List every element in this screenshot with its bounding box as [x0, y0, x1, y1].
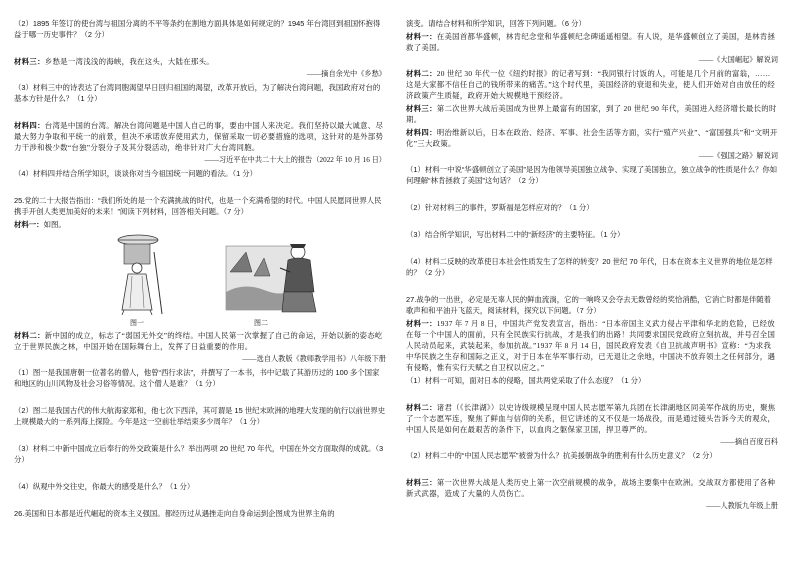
right-column	[406, 18, 778, 514]
question-25-4: （4）纵观中外交往史，你最大的感受是什么？（1 分）	[14, 482, 195, 491]
material-text: 诸君（《长津湖》）以史诗级规模呈现中国人民志愿军第九兵团在长津湖地区同美军作战的历史，聚焦了一个志愿军连，聚焦了鲜血与信仰的关系，但它讲述的又不仅是一场战役，而是通过镜头告诉今天的观众，中国人民是如何在最艰苦的条件下，以血肉之躯保家卫国，捍卫尊严的。	[406, 403, 776, 434]
question-26-2: （2）针对材料三的事件，罗斯福是怎样应对的？（1 分）	[406, 203, 594, 212]
question-27: 27.战争的一出世，必定是无辜人民的鲜血流淌，它的一响咚又会夺去无数曾经的奖恰消酷，它消亡时都是伴随着歌声和和平油升飞蓝天，阅读材料，探究以下问题。（7 分）	[406, 295, 772, 315]
material-label: 材料二：	[406, 69, 437, 78]
material-text: 20 世纪 30 年代一位《纽约时报》的记者写到：“我同银行讨饭的人，可能是几个月前的富翁，……这是大家都不信任自己的钱所带来的痛苦。”这个时代里，美国经济的衰退和失业，使人们开始对自由放任的经济政策产生质疑，政府开始大规模地干预经济。	[406, 69, 776, 100]
figures	[14, 232, 386, 328]
material-text: 新中国的成立，标志了“弱国无外交”的终结。中国人民第一次掌握了自己的命运，开始以新的姿态屹立于世界民族之林，中国开始在国际舞台上，发挥了日益重要的作用。	[14, 331, 383, 351]
material-source: ——摘自百度百科	[720, 438, 778, 446]
material-label: 材料二：	[406, 403, 437, 412]
material-label: 材料一：	[406, 32, 437, 41]
material-27-3	[406, 477, 778, 499]
figure-1-monk-image	[106, 232, 174, 316]
question-25-1: （1）图一是我国唐朝一位著名的僧人，他曾“西行求法”，并撰写了一本书，书中记载了其游历过的 100 多个国家和地区的山川风物及社会习俗等情况。这个僧人是谁？（1 分）	[14, 368, 380, 388]
material-text: 明治维新以后，日本在政治、经济、军事、社会生活等方面，实行“殖产兴业”、“富国强兵”和“文明开化”三大政策。	[406, 128, 778, 148]
material-label: 材料三：	[406, 478, 437, 487]
material-2	[406, 68, 778, 101]
question-26-1: （1）材料一中说“华盛顿创立了美国”是因为他领导美国独立战争、实现了美国独立，独立战争的性质是什么？你如何理解“林肯拯救了美国”这句话？（2 分）	[406, 165, 778, 185]
material-1	[14, 219, 386, 230]
material-3	[406, 103, 778, 125]
material-source: ——习近平在中共二十大上的报告（2022 年 10 月 16 日）	[204, 156, 386, 164]
material-4	[406, 127, 778, 149]
material-label: 材料一：	[14, 220, 44, 229]
left-column	[14, 18, 386, 521]
material-27-2	[406, 402, 778, 435]
material-text: 乡愁是一湾浅浅的海峡，我在这头，大陆在那头。	[44, 57, 214, 66]
material-text: 台湾是中国的台湾。解决台湾问题是中国人自己的事，要由中国人来决定。我们坚持以最大诚意、尽最大努力争取和平统一的前景，但决不承诺放弃使用武力，保留采取一切必要措施的选项，这针对的是外部势力干涉和极少数“台独”分裂分子及其分裂活动，绝非针对广大台湾同胞。	[14, 121, 384, 152]
material-text: 在美国首都华盛顿，林肯纪念堂和华盛顿纪念碑遥遥相望。有人说，是华盛顿创立了美国，是林肯拯救了美国。	[406, 32, 776, 52]
question-26-continued: 演变。请结合材料和所学知识，回答下列问题。（6 分）	[406, 19, 586, 28]
question-25-2: （2）图二是我国古代的伟大航海家郑和，他七次下西洋，其可谓是 15 世纪末欧洲的地理大发现的航行以前世界史上规模最大的一系列海上探险。今年是这一空前壮举结束多少周年？（1 分）	[14, 406, 386, 426]
question-26-3: （3）结合所学知识，写出材料二中的“新经济”的主要特征。（1 分）	[406, 230, 625, 239]
material-source: ——摘自余光中《乡愁》	[306, 70, 386, 78]
material-2	[14, 330, 386, 352]
question-27-1: （1）材料一可知，面对日本的侵略，国共两党采取了什么态度？（1 分）	[406, 376, 646, 385]
question-26-4: （4）材料二反映的改革使日本社会性质发生了怎样的转变？20 世纪 70 年代，日本在资本主义世界的地位是怎样的？（2 分）	[406, 257, 773, 277]
material-source: ——人教版九年级上册	[706, 502, 778, 510]
material-label: 材料四：	[14, 121, 45, 130]
material-3	[14, 56, 386, 67]
question-25: 25.党的二十大报告指出：“我们所处的是一个充满挑战的时代，也是一个充满希望的时代。中国人民愿同世界人民携手开创人类更加美好的未来！”阅读下列材料，回答相关问题。（7 分）	[14, 196, 382, 216]
material-4	[14, 120, 386, 153]
figure-2-zheng-he-image	[224, 232, 324, 316]
material-source: ——《大国崛起》解说词	[698, 56, 778, 64]
question-27-2: （2）材料二中的“中国人民志愿军”被誉为什么？抗美援朝战争的胜利有什么历史意义？（2 分）	[406, 451, 717, 460]
question-26: 26.美国和日本都是近代崛起的资本主义强国。都经历过从遇挫走向自身命运到企图成为世界主角的	[14, 509, 335, 518]
material-text: 1937 年 7 月 8 日，中国共产党发表宣言，指出：“日本帝国主义武力侵占平津和华北的危险，已经放在每一个中国人的面前，只有全民族实行抗战，才是我们的出路！共同要求国民党政府立刻抗战，并号召全国人民动员起来，武装起来，参加抗战。”1937 年 8 月 14 日，国民政府发表《自卫抗战声明书》宣称：“为求我中华民族之生存和国际之正义，对于日本在华军事行动，已无退让之余地，中国决不放弃领土之任何部分，遇有侵略，惟有实行天赋之自卫权以应之。”	[406, 319, 776, 372]
material-label: 材料二：	[14, 331, 45, 340]
figure-1-caption: 图一	[130, 320, 144, 327]
material-text: 第一次世界大战是人类历史上第一次空前规模的战争，战场主要集中在欧洲。交战双方都使用了各种新式武器，造成了大量的人员伤亡。	[406, 478, 776, 498]
question-25-3: （3）材料二中新中国成立后奉行的外交政策是什么？举出两项 20 世纪 70 年代，中国在外交方面取得的成就。（3 分）	[14, 444, 384, 464]
material-label: 材料一：	[406, 319, 437, 328]
material-label: 材料三：	[14, 57, 45, 66]
material-label: 材料三：	[406, 104, 437, 113]
material-1	[406, 31, 778, 53]
material-text: 如图。	[43, 220, 66, 229]
material-label: 材料四：	[406, 128, 437, 137]
material-27-1	[406, 318, 778, 373]
material-source: ——选自人教版《教师教学用书》八年级下册	[242, 355, 386, 363]
figure-2-caption: 图二	[254, 320, 268, 327]
question-24-2: （2）1895 年签订的使台湾与祖国分离的不平等条约在割地方面具体是如何规定的？1945 年台湾回到祖国怀抱得益于哪一历史事件？（2 分）	[14, 19, 381, 39]
question-24-4: （4）材料四并结合所学知识，谈谈你对当今祖国统一问题的看法。（1 分）	[14, 169, 258, 178]
material-source: ——《强国之路》解说词	[698, 152, 778, 160]
question-24-3: （3）材料三中的诗表达了台湾同胞渴望早日回归祖国的渴望，改革开放后，为了解决台湾问题，我国政府对台的基本方针是什么？（1 分）	[14, 83, 381, 103]
material-text: 第二次世界大战后美国成为世界上最富有的国家，到了 20 世纪 90 年代，美国进入经济增长最长的时期。	[406, 104, 777, 124]
